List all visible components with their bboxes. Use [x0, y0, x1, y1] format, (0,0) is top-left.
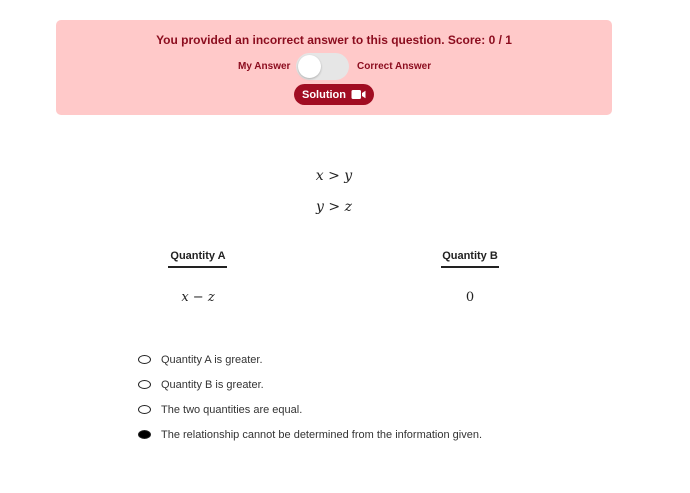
solution-button[interactable] [294, 84, 374, 105]
result-banner [56, 20, 612, 115]
answer-toggle-switch[interactable] [296, 53, 349, 80]
radio-button[interactable] [138, 405, 151, 414]
quantity-a-value: x − z [181, 290, 215, 305]
answer-choice-label[interactable]: Quantity B is greater. [161, 378, 264, 391]
radio-button[interactable] [138, 355, 151, 364]
answer-choice-label[interactable]: Quantity A is greater. [161, 353, 263, 366]
answer-choice-label[interactable]: The two quantities are equal. [161, 403, 303, 416]
quantity-a-header: Quantity A [170, 250, 226, 262]
answer-choice[interactable] [138, 422, 482, 447]
toggle-knob[interactable] [298, 55, 321, 78]
given-condition-1: x > y [315, 168, 353, 184]
answer-choice[interactable] [138, 397, 482, 422]
quantity-b-value: 0 [465, 290, 475, 305]
answer-choice[interactable] [138, 347, 482, 372]
correct-answer-label[interactable]: Correct Answer [357, 61, 432, 72]
answer-choices [138, 347, 482, 447]
quantity-b-underline [441, 266, 499, 268]
solution-button-label: Solution [302, 88, 346, 101]
answer-toggle-row [56, 53, 612, 81]
video-camera-icon [351, 89, 366, 100]
answer-choice[interactable] [138, 372, 482, 397]
my-answer-label[interactable]: My Answer [238, 61, 291, 72]
score-message: You provided an incorrect answer to this question. Score: 0 / 1 [156, 33, 512, 47]
given-condition-2: y > z [316, 199, 352, 215]
radio-button[interactable] [138, 380, 151, 389]
answer-choice-label[interactable]: The relationship cannot be determined from the information given. [161, 428, 483, 441]
radio-button[interactable] [138, 430, 151, 439]
quantity-b-header: Quantity B [442, 250, 498, 262]
quantity-a-underline [168, 266, 227, 268]
